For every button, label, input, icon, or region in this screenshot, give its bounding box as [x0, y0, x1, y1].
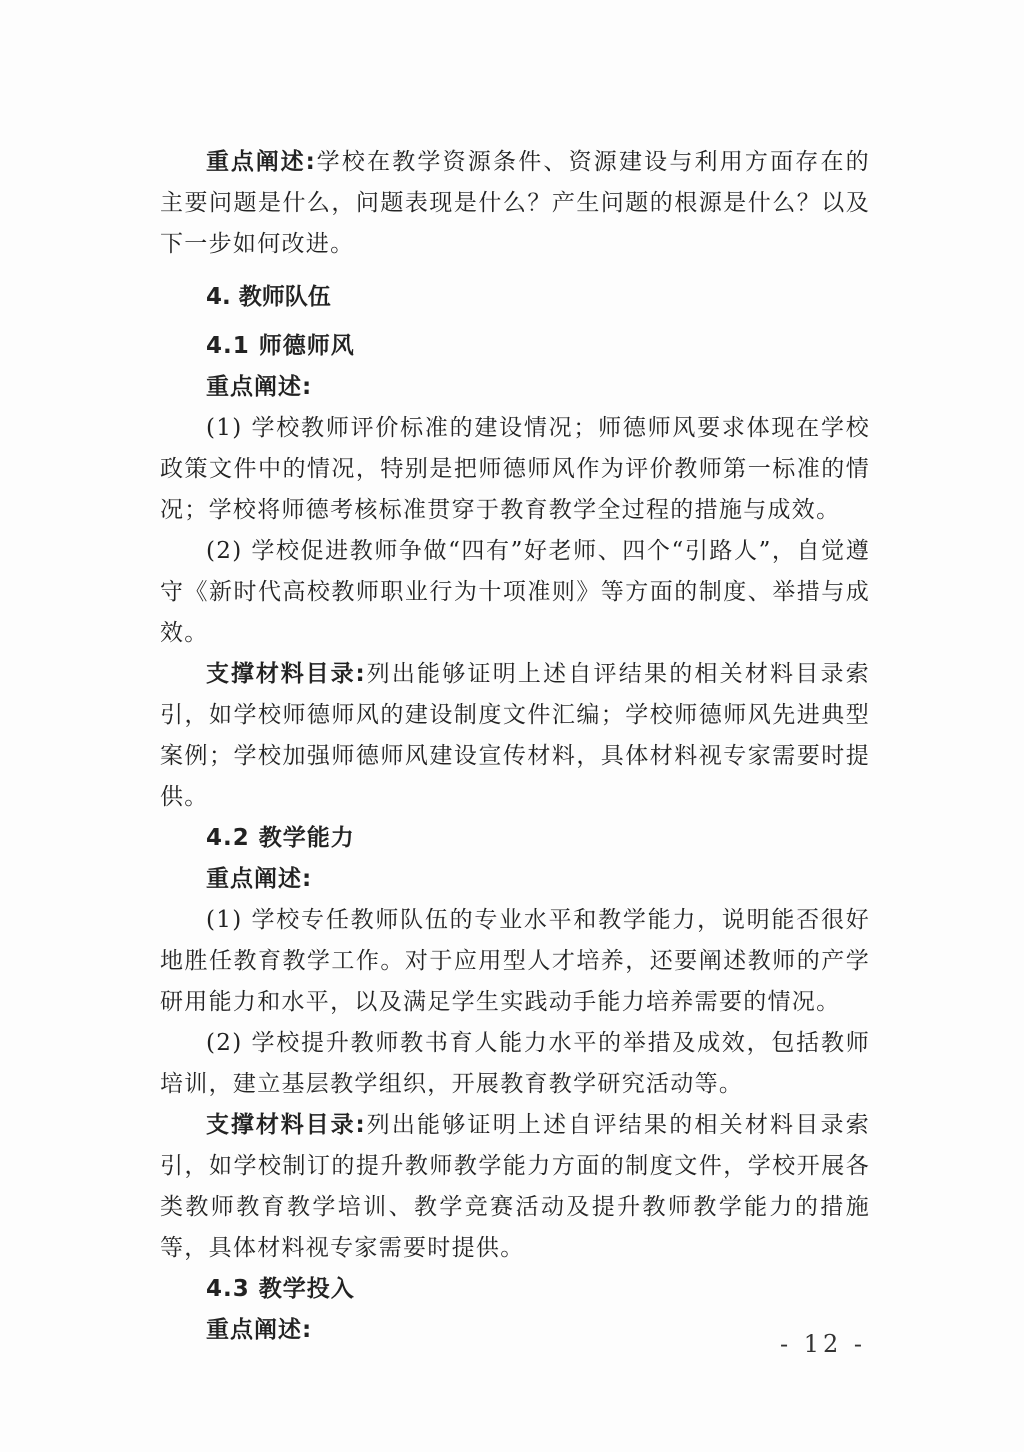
- intro-text: 学校在教学资源条件、资源建设与利用方面存在的主要问题是什么，问题表现是什么？产生问题的根源是什么？以及下一步如何改进。: [160, 149, 870, 257]
- intro-paragraph: [160, 142, 870, 265]
- item-1-2: (2) 学校促进教师争做“四有”好老师、四个“引路人”，自觉遵守《新时代高校教师职业行为十项准则》等方面的制度、举措与成效。: [160, 538, 870, 646]
- focus-label-2: 重点阐述:: [206, 866, 313, 892]
- section-title: 4. 教师队伍: [206, 284, 331, 310]
- page-content: [160, 142, 870, 1351]
- support-label-2: 支撑材料目录:: [206, 1112, 366, 1138]
- subsection-title-3: 4.3 教学投入: [206, 1276, 355, 1302]
- support-text-1: 列出能够证明上述自评结果的相关材料目录索引，如学校师德师风的建设制度文件汇编；学校师德师风先进典型案例；学校加强师德师风建设宣传材料，具体材料视专家需要时提供。: [160, 661, 871, 810]
- item-1-1: (1) 学校教师评价标准的建设情况；师德师风要求体现在学校政策文件中的情况，特别是把师德师风作为评价教师第一标准的情况；学校将师德考核标准贯穿于教育教学全过程的措施与成效。: [160, 415, 870, 523]
- focus-label-1: 重点阐述:: [206, 374, 313, 400]
- intro-label: 重点阐述:: [206, 149, 316, 175]
- subsection-title-1: 4.1 师德师风: [206, 333, 355, 359]
- support-label-1: 支撑材料目录:: [206, 661, 366, 687]
- support-paragraph-2: [160, 1105, 870, 1269]
- item-2-2: (2) 学校提升教师教书育人能力水平的举措及成效，包括教师培训，建立基层教学组织，开展教育教学研究活动等。: [160, 1030, 870, 1097]
- support-text-2: 列出能够证明上述自评结果的相关材料目录索引，如学校制订的提升教师教学能力方面的制度文件，学校开展各类教师教育教学培训、教学竞赛活动及提升教师教学能力的措施等，具体材料视专家需要时提供。: [160, 1112, 871, 1261]
- item-2-1: (1) 学校专任教师队伍的专业水平和教学能力，说明能否很好地胜任教育教学工作。对于应用型人才培养，还要阐述教师的产学研用能力和水平，以及满足学生实践动手能力培养需要的情况。: [160, 907, 870, 1015]
- subsection-title-2: 4.2 教学能力: [206, 825, 355, 851]
- focus-label-3: 重点阐述:: [206, 1317, 313, 1343]
- page-number: - 12 -: [779, 1330, 866, 1358]
- support-paragraph-1: [160, 654, 870, 818]
